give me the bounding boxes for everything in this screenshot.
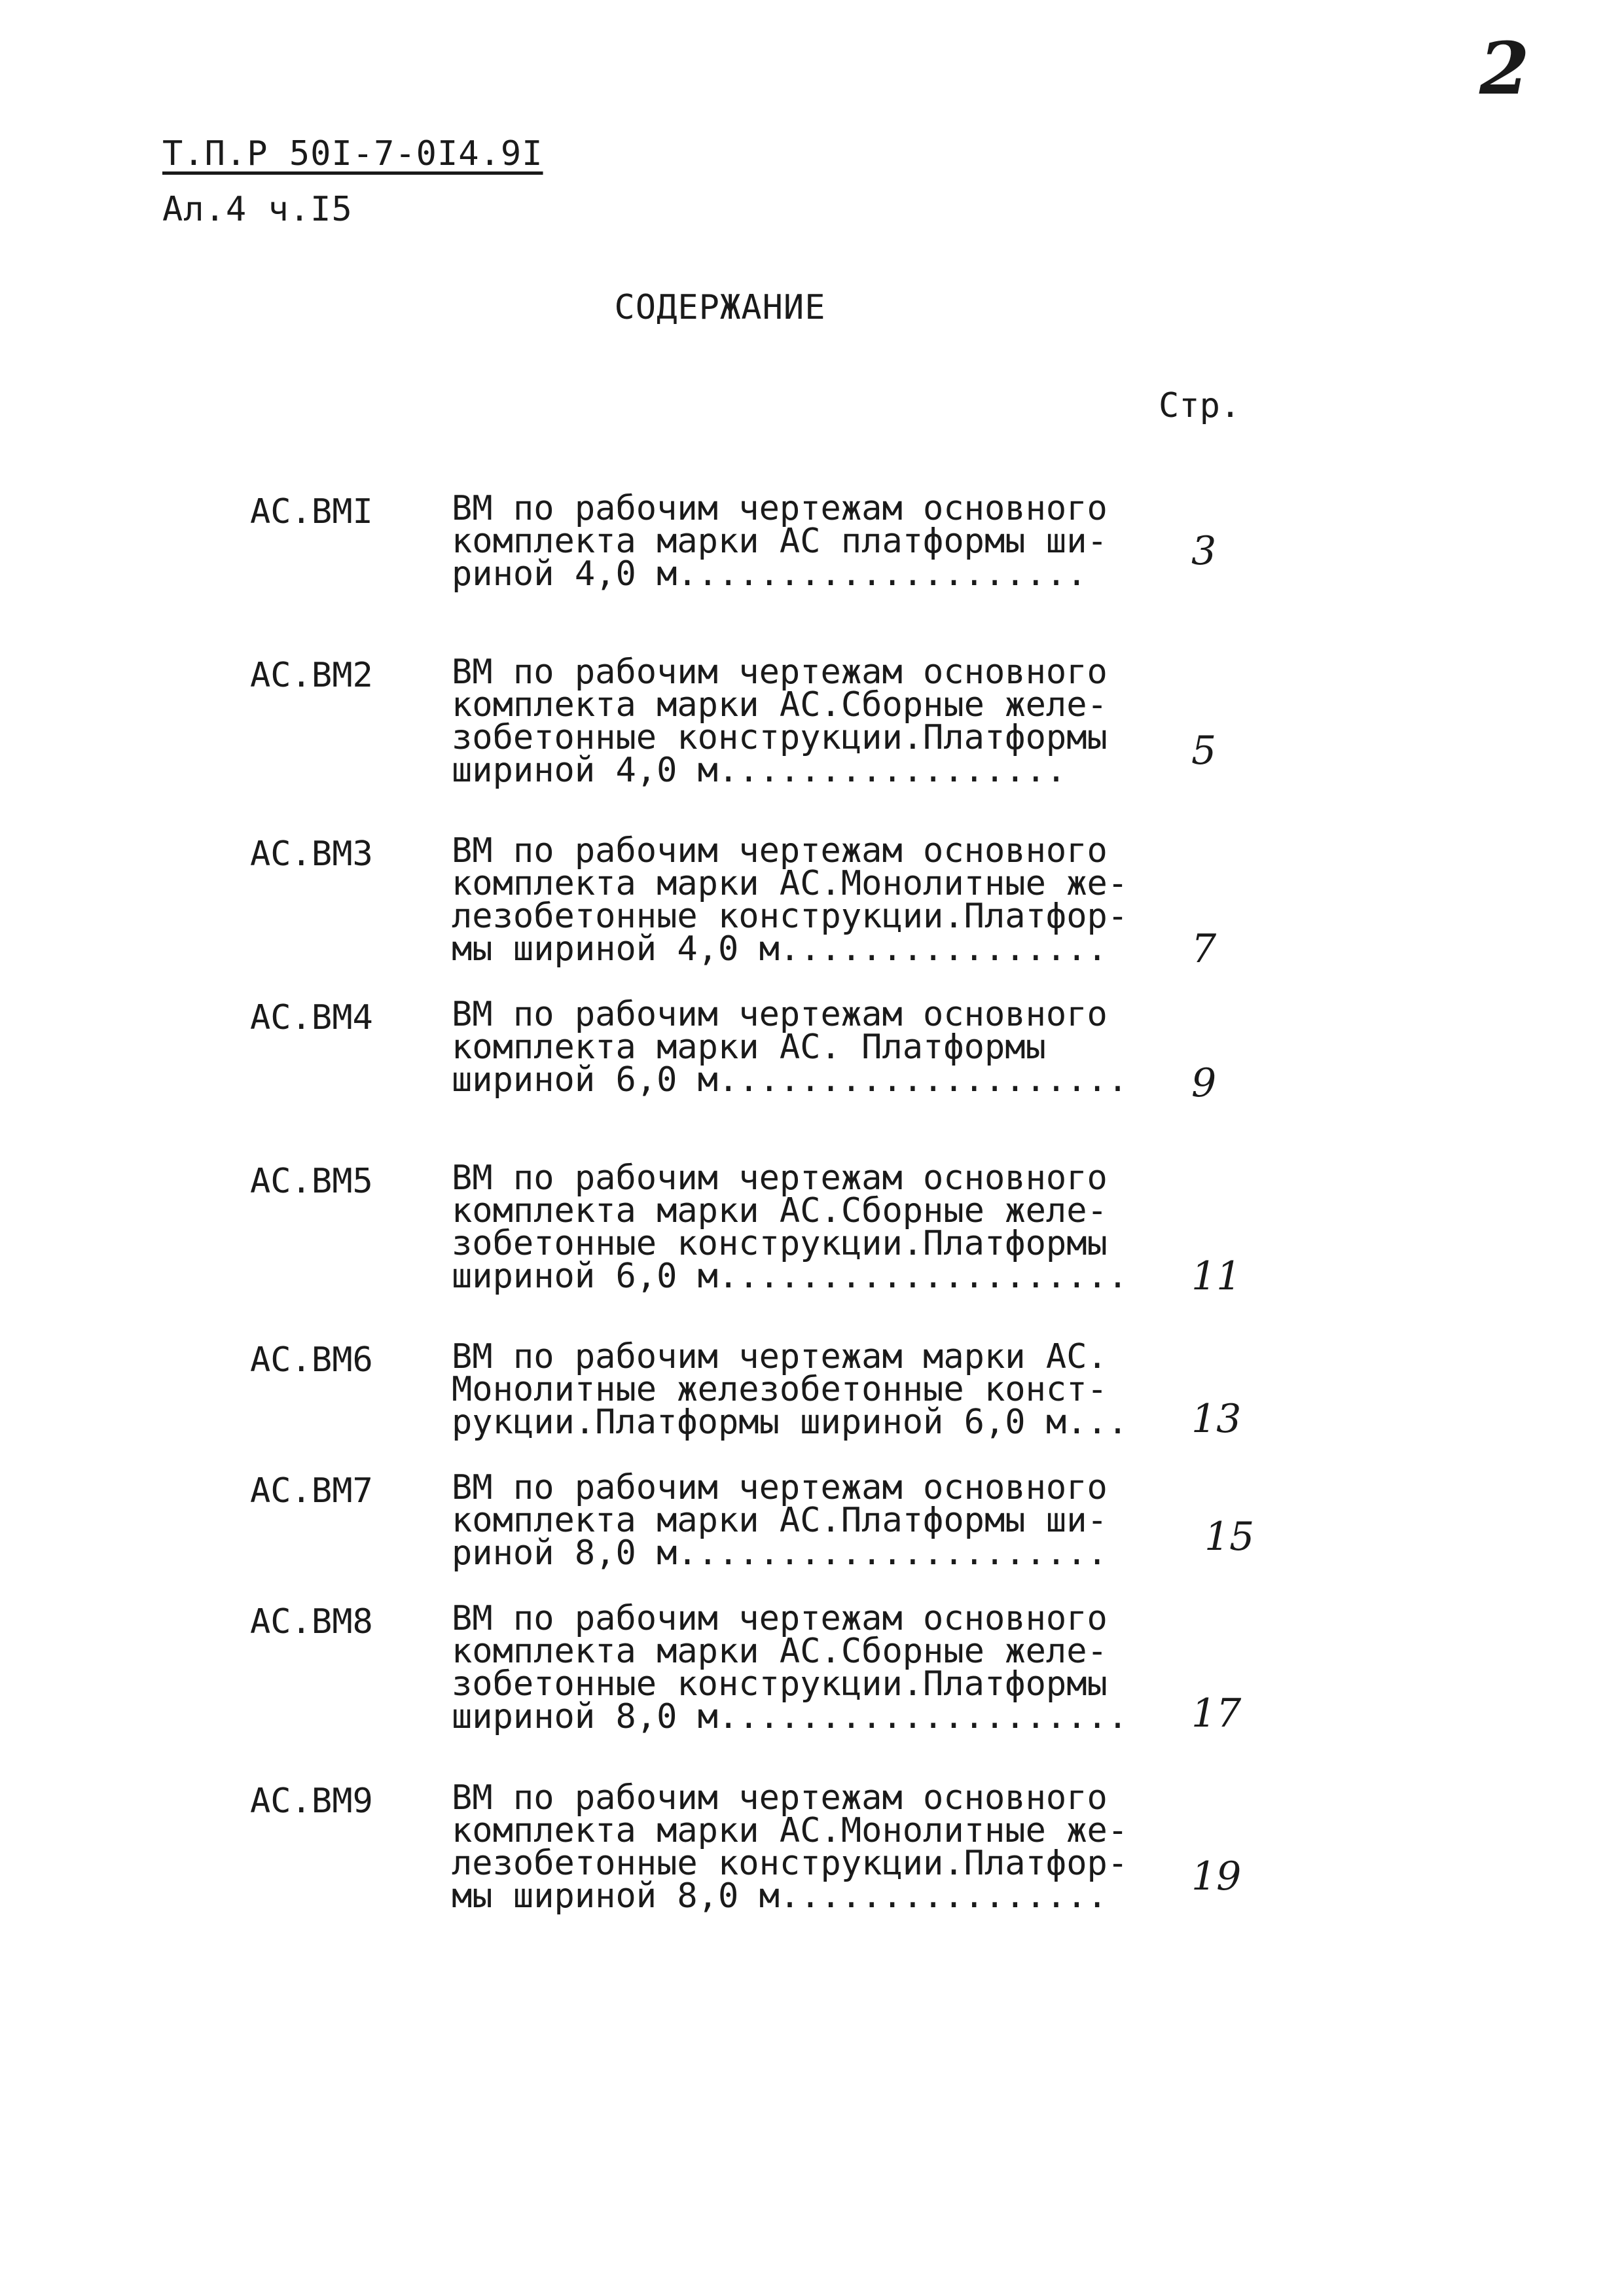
toc-entry-line: Монолитные железобетонные конст- bbox=[452, 1370, 1108, 1409]
toc-entry-line: рукции.Платформы шириной 6,0 м... bbox=[452, 1403, 1128, 1442]
toc-entry-line: мы шириной 8,0 м................ bbox=[452, 1876, 1108, 1916]
toc-entry-line: риной 8,0 м..................... bbox=[452, 1534, 1108, 1573]
toc-entry-line: шириной 6,0 м.................... bbox=[452, 1257, 1128, 1296]
toc-entry-line: зобетонные конструкции.Платформы bbox=[452, 718, 1108, 757]
toc-entry-line: комплекта марки АС.Монолитные же- bbox=[452, 864, 1128, 903]
page-number: 2 bbox=[1479, 26, 1530, 111]
toc-entry-line: комплекта марки АС.Платформы ши- bbox=[452, 1501, 1108, 1540]
toc-entry-line: ВМ по рабочим чертежам основного bbox=[452, 1468, 1108, 1507]
toc-entry-line: мы шириной 4,0 м................ bbox=[452, 929, 1108, 969]
toc-entry-page: 9 bbox=[1191, 1060, 1217, 1106]
album-label: Ал.4 ч.I5 bbox=[162, 190, 353, 229]
toc-entry-line: комплекта марки АС. Платформы bbox=[452, 1028, 1046, 1067]
document-code: Т.П.Р 50I-7-0I4.9I bbox=[162, 134, 543, 173]
toc-entry-description bbox=[452, 995, 1159, 1100]
toc-entry-code: АС.ВМI bbox=[250, 492, 373, 531]
toc-entry-line: шириной 8,0 м.................... bbox=[452, 1697, 1128, 1736]
toc-entry-line: комплекта марки АС.Сборные желе- bbox=[452, 685, 1108, 725]
toc-entry-page: 15 bbox=[1204, 1514, 1255, 1560]
toc-entry-code: АС.ВМ8 bbox=[250, 1602, 373, 1641]
toc-entry-description bbox=[452, 653, 1159, 790]
toc-entry-line: ВМ по рабочим чертежам марки АС. bbox=[452, 1337, 1108, 1376]
toc-entry-page: 19 bbox=[1191, 1854, 1242, 1899]
toc-entry-description bbox=[452, 1778, 1159, 1916]
toc-entry-page: 11 bbox=[1191, 1253, 1242, 1299]
toc-entry-line: ВМ по рабочим чертежам основного bbox=[452, 653, 1108, 692]
toc-entry-description bbox=[452, 1468, 1159, 1573]
toc-entry-line: комплекта марки АС платформы ши- bbox=[452, 522, 1108, 561]
toc-entry-description bbox=[452, 489, 1159, 594]
toc-entry-code: АС.ВМ6 bbox=[250, 1340, 373, 1380]
toc-entry-line: ВМ по рабочим чертежам основного bbox=[452, 831, 1108, 870]
toc-entry-line: шириной 4,0 м................. bbox=[452, 751, 1067, 790]
page-column-header: Стр. bbox=[1159, 386, 1241, 425]
toc-entry-line: ВМ по рабочим чертежам основного bbox=[452, 1599, 1108, 1638]
toc-entry-line: комплекта марки АС.Сборные желе- bbox=[452, 1632, 1108, 1671]
toc-entry-description bbox=[452, 1599, 1159, 1736]
toc-entry-description bbox=[452, 831, 1159, 969]
toc-entry-line: комплекта марки АС.Монолитные же- bbox=[452, 1811, 1128, 1850]
toc-entry-line: зобетонные конструкции.Платформы bbox=[452, 1664, 1108, 1704]
page-title: СОДЕРЖАНИЕ bbox=[614, 288, 826, 327]
toc-entry-description bbox=[452, 1158, 1159, 1296]
toc-entry-page: 5 bbox=[1191, 728, 1217, 774]
toc-entry-code: АС.ВМ4 bbox=[250, 998, 373, 1037]
toc-entry-line: шириной 6,0 м.................... bbox=[452, 1060, 1128, 1100]
toc-entry-code: АС.ВМ7 bbox=[250, 1471, 373, 1511]
toc-entry-code: АС.ВМ5 bbox=[250, 1162, 373, 1201]
toc-entry-page: 17 bbox=[1191, 1691, 1242, 1736]
toc-entry-line: зобетонные конструкции.Платформы bbox=[452, 1224, 1108, 1263]
toc-entry-page: 3 bbox=[1191, 528, 1217, 574]
toc-entry-line: ВМ по рабочим чертежам основного bbox=[452, 1158, 1108, 1198]
toc-entry-line: ВМ по рабочим чертежам основного bbox=[452, 489, 1108, 528]
toc-entry-page: 13 bbox=[1191, 1396, 1242, 1442]
toc-entry-line: ВМ по рабочим чертежам основного bbox=[452, 995, 1108, 1034]
toc-entry-line: ВМ по рабочим чертежам основного bbox=[452, 1778, 1108, 1818]
toc-entry-line: комплекта марки АС.Сборные желе- bbox=[452, 1191, 1108, 1230]
toc-entry-line: лезобетонные конструкции.Платфор- bbox=[452, 1844, 1128, 1883]
toc-entry-description bbox=[452, 1337, 1159, 1442]
toc-entry-code: АС.ВМ3 bbox=[250, 834, 373, 874]
toc-entry-line: лезобетонные конструкции.Платфор- bbox=[452, 897, 1128, 936]
toc-entry-line: риной 4,0 м.................... bbox=[452, 554, 1087, 594]
toc-entry-code: АС.ВМ2 bbox=[250, 656, 373, 695]
toc-entry-code: АС.ВМ9 bbox=[250, 1782, 373, 1821]
toc-entry-page: 7 bbox=[1191, 926, 1217, 972]
